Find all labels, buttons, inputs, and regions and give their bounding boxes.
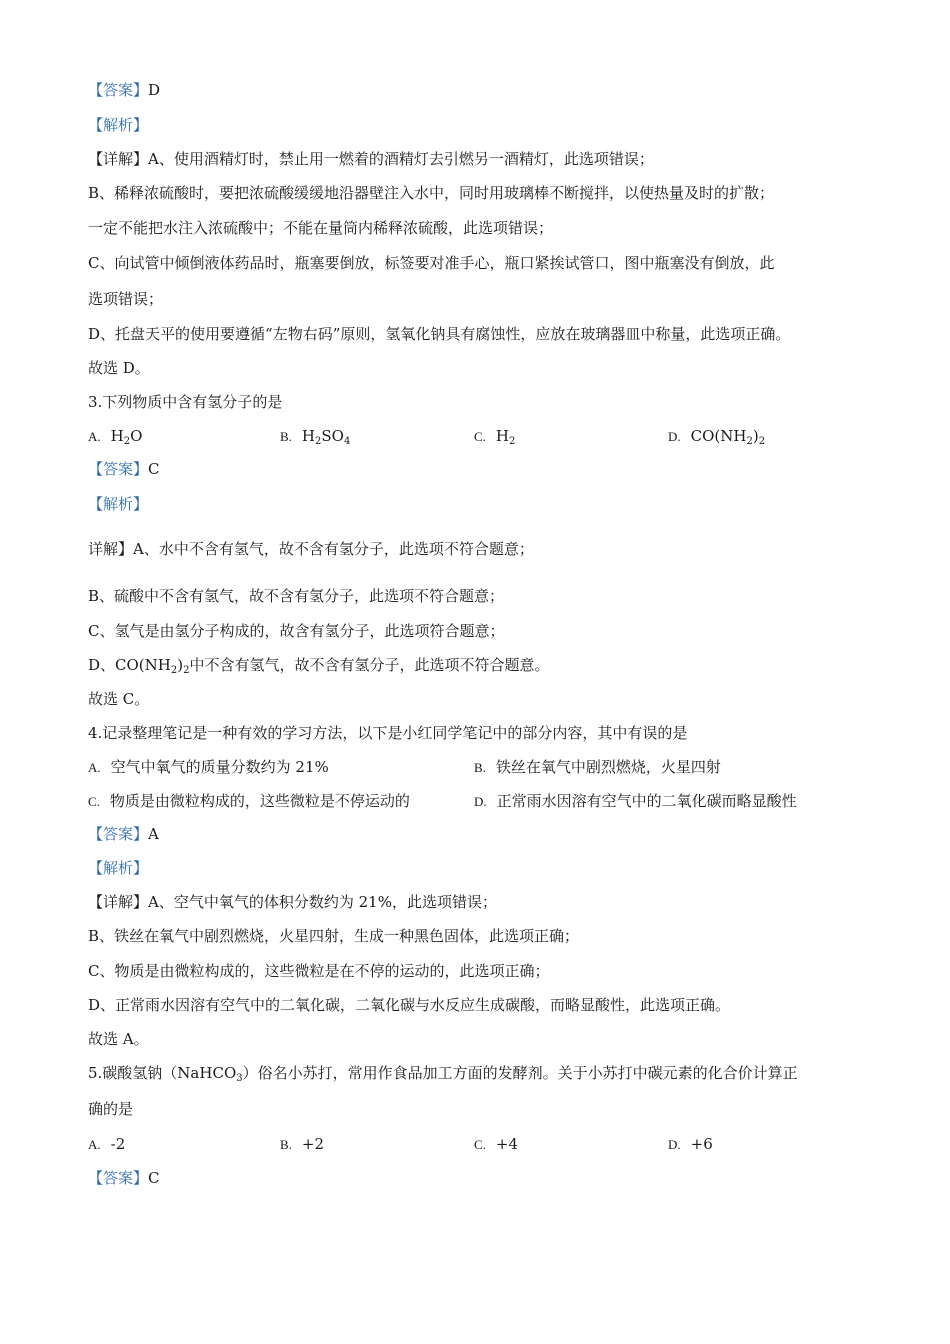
analysis-tag: 【解析】 — [88, 859, 149, 877]
detail-tag: 【详解】 — [88, 893, 149, 911]
option-d: D. $CO(NH_2)_2$ — [668, 427, 766, 447]
explanation-line: D、托盘天平的使用要遵循“左物右码”原则，氢氧化钠具有腐蚀性，应放在玻璃器皿中称量，此选项正确。 — [88, 325, 791, 343]
answer-tag: 【答案】 — [88, 460, 149, 478]
explanation-line: C、向试管中倾倒液体药品时，瓶塞要倒放，标签要对准手心，瓶口紧挨试管口，图中瓶塞没有倒放，此 — [88, 254, 775, 272]
question-3: 3.下列物质中含有氢分子的是 — [88, 393, 283, 411]
explanation-line: B、铁丝在氧气中剧烈燃烧，火星四射，生成一种黑色固体，此选项正确； — [88, 927, 580, 945]
conclusion-line: 故选 D。 — [88, 359, 150, 377]
explanation-line: B、硫酸中不含有氢气，故不含有氢分子，此选项不符合题意； — [88, 587, 505, 605]
explanation-line: C、物质是由微粒构成的，这些微粒是在不停的运动的，此选项正确； — [88, 962, 550, 980]
question-5: 5.碳酸氢钠（NaHCO$_3$）俗名小苏打，常用作食品加工方面的发酵剂。关于小苏打中碳元素的化合价计算正 — [88, 1064, 798, 1084]
option-c: C. $H_2$ — [474, 427, 516, 447]
conclusion-line: 故选 C。 — [88, 690, 150, 708]
answer-tag: 【答案】 — [88, 81, 149, 99]
option-b: B. +2 — [280, 1135, 325, 1153]
option-a: A. $H_2O$ — [88, 427, 143, 447]
answer-value: C — [148, 460, 160, 478]
detail-line: 【详解】A、空气中氧气的体积分数约为 21%，此选项错误； — [88, 893, 497, 911]
analysis-tag: 【解析】 — [88, 116, 149, 134]
question-5-cont: 确的是 — [88, 1100, 134, 1118]
option-d: D. 正常雨水因溶有空气中的二氧化碳而略显酸性 — [474, 792, 797, 810]
option-b: B. $H_2SO_4$ — [280, 427, 351, 447]
option-a: A. 空气中氧气的质量分数约为 21% — [88, 758, 329, 776]
explanation-line: C、氢气是由氢分子构成的，故含有氢分子，此选项符合题意； — [88, 622, 505, 640]
answer-value: D — [148, 81, 161, 99]
detail-line: 【详解】A、使用酒精灯时，禁止用一燃着的酒精灯去引燃另一酒精灯，此选项错误； — [88, 150, 654, 168]
option-c: C. +4 — [474, 1135, 519, 1153]
option-a: A. -2 — [88, 1135, 126, 1153]
question-4: 4.记录整理笔记是一种有效的学习方法，以下是小红同学笔记中的部分内容，其中有误的是 — [88, 724, 688, 742]
explanation-line: B、稀释浓硫酸时，要把浓硫酸缓缓地沿器壁注入水中，同时用玻璃棒不断搅拌，以使热量及时的扩散； — [88, 184, 775, 202]
explanation-line: D、正常雨水因溶有空气中的二氧化碳，二氧化碳与水反应生成碳酸，而略显酸性，此选项正确。 — [88, 996, 731, 1014]
answer-line — [88, 459, 160, 479]
analysis-tag: 【解析】 — [88, 495, 149, 513]
answer-line — [88, 824, 159, 844]
answer-value: C — [148, 1169, 160, 1187]
answer-tag: 【答案】 — [88, 825, 149, 843]
detail-line: 详解】A、水中不含有氢气，故不含有氢分子，此选项不符合题意； — [88, 540, 534, 558]
detail-tag: 【详解】 — [88, 150, 149, 168]
conclusion-line: 故选 A。 — [88, 1030, 149, 1048]
answer-line — [88, 1168, 160, 1188]
explanation-line: D、$CO(NH_2)_2$中不含有氢气，故不含有氢分子，此选项不符合题意。 — [88, 656, 550, 676]
option-c: C. 物质是由微粒构成的，这些微粒是不停运动的 — [88, 792, 410, 810]
answer-line — [88, 80, 160, 100]
answer-value: A — [148, 825, 159, 843]
option-b: B. 铁丝在氧气中剧烈燃烧，火星四射 — [474, 758, 721, 776]
explanation-line: 选项错误； — [88, 290, 164, 308]
answer-tag: 【答案】 — [88, 1169, 149, 1187]
option-d: D. +6 — [668, 1135, 713, 1153]
explanation-line: 一定不能把水注入浓硫酸中；不能在量筒内稀释浓硫酸，此选项错误； — [88, 219, 554, 237]
